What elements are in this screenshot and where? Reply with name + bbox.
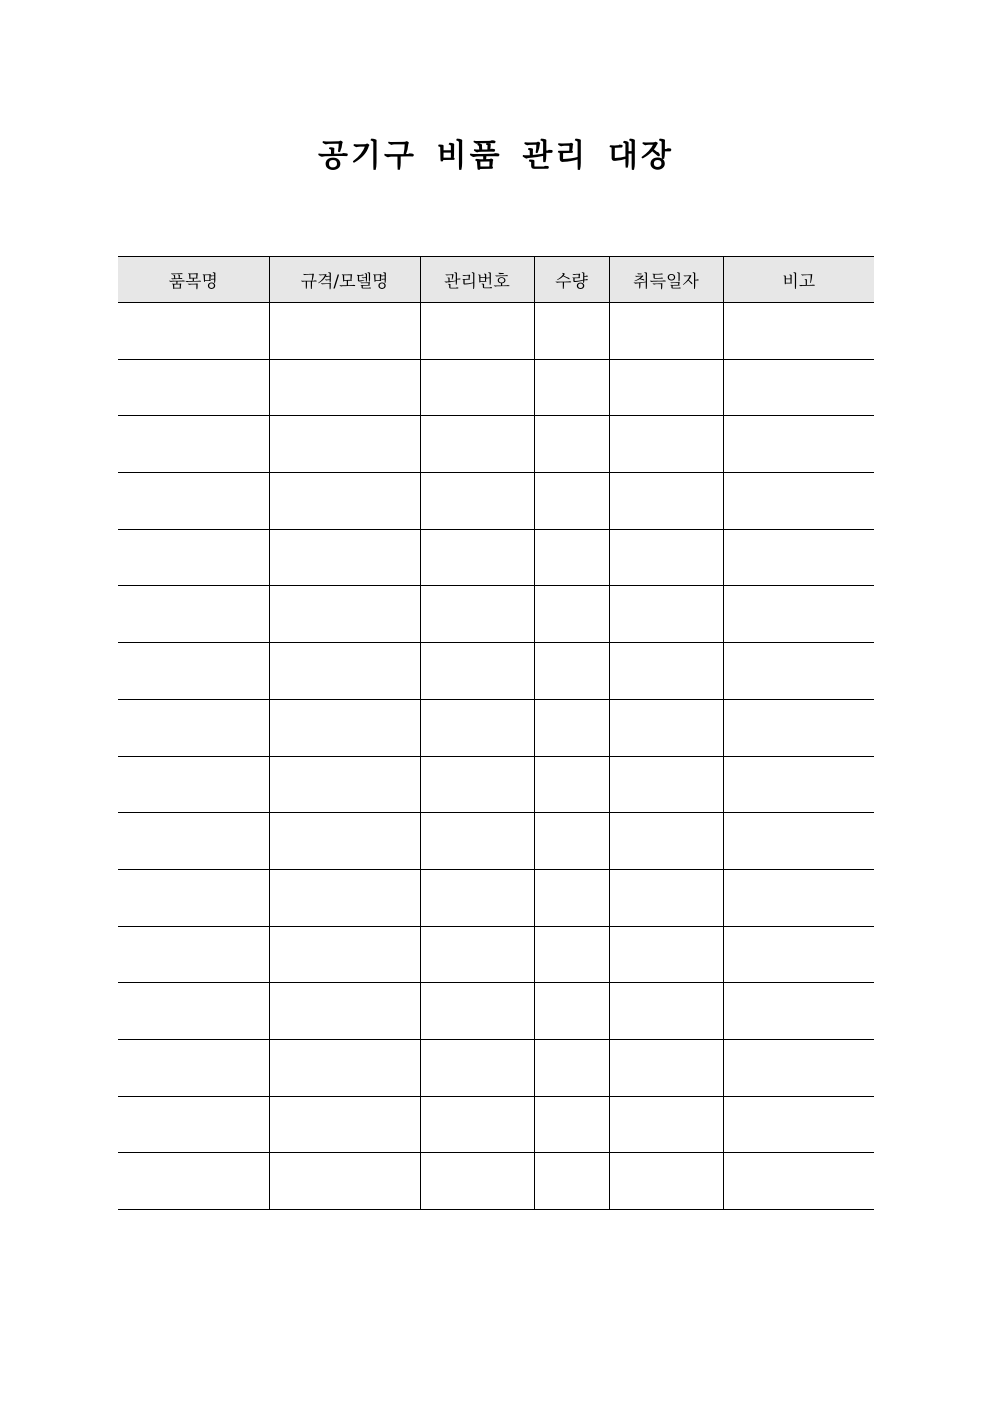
- cell-quantity[interactable]: [534, 359, 609, 416]
- cell-spec-model[interactable]: [269, 416, 420, 473]
- cell-quantity[interactable]: [534, 699, 609, 756]
- cell-remarks[interactable]: [723, 1039, 874, 1096]
- cell-acquisition-date[interactable]: [609, 1039, 723, 1096]
- cell-item-name[interactable]: [118, 756, 269, 813]
- cell-quantity[interactable]: [534, 983, 609, 1040]
- cell-spec-model[interactable]: [269, 303, 420, 360]
- cell-remarks[interactable]: [723, 416, 874, 473]
- table-row: [118, 643, 874, 700]
- cell-management-number[interactable]: [420, 416, 534, 473]
- cell-acquisition-date[interactable]: [609, 416, 723, 473]
- column-header-acquisition-date: 취득일자: [609, 257, 723, 303]
- cell-management-number[interactable]: [420, 1153, 534, 1210]
- cell-acquisition-date[interactable]: [609, 1096, 723, 1153]
- cell-remarks[interactable]: [723, 756, 874, 813]
- table-row: [118, 1039, 874, 1096]
- cell-quantity[interactable]: [534, 1096, 609, 1153]
- table-body: [118, 303, 874, 1210]
- cell-acquisition-date[interactable]: [609, 529, 723, 586]
- cell-quantity[interactable]: [534, 926, 609, 983]
- column-header-item-name: 품목명: [118, 257, 269, 303]
- cell-remarks[interactable]: [723, 359, 874, 416]
- cell-quantity[interactable]: [534, 869, 609, 926]
- cell-quantity[interactable]: [534, 1153, 609, 1210]
- cell-acquisition-date[interactable]: [609, 699, 723, 756]
- cell-item-name[interactable]: [118, 1153, 269, 1210]
- cell-item-name[interactable]: [118, 869, 269, 926]
- cell-management-number[interactable]: [420, 529, 534, 586]
- table-row: [118, 359, 874, 416]
- column-header-management-number: 관리번호: [420, 257, 534, 303]
- cell-management-number[interactable]: [420, 813, 534, 870]
- cell-acquisition-date[interactable]: [609, 983, 723, 1040]
- cell-quantity[interactable]: [534, 1039, 609, 1096]
- cell-spec-model[interactable]: [269, 1096, 420, 1153]
- column-header-remarks: 비고: [723, 257, 874, 303]
- cell-quantity[interactable]: [534, 813, 609, 870]
- cell-spec-model[interactable]: [269, 1153, 420, 1210]
- cell-remarks[interactable]: [723, 1153, 874, 1210]
- cell-item-name[interactable]: [118, 926, 269, 983]
- table-row: [118, 926, 874, 983]
- cell-management-number[interactable]: [420, 869, 534, 926]
- table-row: [118, 1153, 874, 1210]
- cell-item-name[interactable]: [118, 983, 269, 1040]
- table-row: [118, 529, 874, 586]
- cell-item-name[interactable]: [118, 1096, 269, 1153]
- equipment-ledger-table: [118, 256, 874, 1210]
- cell-spec-model[interactable]: [269, 1039, 420, 1096]
- cell-acquisition-date[interactable]: [609, 756, 723, 813]
- cell-acquisition-date[interactable]: [609, 926, 723, 983]
- cell-spec-model[interactable]: [269, 586, 420, 643]
- cell-spec-model[interactable]: [269, 869, 420, 926]
- cell-management-number[interactable]: [420, 359, 534, 416]
- cell-acquisition-date[interactable]: [609, 643, 723, 700]
- cell-spec-model[interactable]: [269, 529, 420, 586]
- cell-remarks[interactable]: [723, 1096, 874, 1153]
- page-title: 공기구 비품 관리 대장: [318, 138, 674, 174]
- cell-item-name[interactable]: [118, 699, 269, 756]
- cell-item-name[interactable]: [118, 359, 269, 416]
- cell-item-name[interactable]: [118, 416, 269, 473]
- cell-item-name[interactable]: [118, 586, 269, 643]
- cell-acquisition-date[interactable]: [609, 1153, 723, 1210]
- cell-management-number[interactable]: [420, 473, 534, 530]
- cell-remarks[interactable]: [723, 586, 874, 643]
- cell-remarks[interactable]: [723, 529, 874, 586]
- cell-management-number[interactable]: [420, 756, 534, 813]
- cell-management-number[interactable]: [420, 699, 534, 756]
- cell-quantity[interactable]: [534, 643, 609, 700]
- cell-item-name[interactable]: [118, 813, 269, 870]
- cell-management-number[interactable]: [420, 643, 534, 700]
- cell-spec-model[interactable]: [269, 359, 420, 416]
- cell-management-number[interactable]: [420, 586, 534, 643]
- cell-item-name[interactable]: [118, 1039, 269, 1096]
- table-row: [118, 813, 874, 870]
- cell-spec-model[interactable]: [269, 983, 420, 1040]
- cell-remarks[interactable]: [723, 303, 874, 360]
- cell-acquisition-date[interactable]: [609, 473, 723, 530]
- cell-quantity[interactable]: [534, 416, 609, 473]
- cell-item-name[interactable]: [118, 473, 269, 530]
- cell-acquisition-date[interactable]: [609, 359, 723, 416]
- column-header-quantity: 수량: [534, 257, 609, 303]
- cell-remarks[interactable]: [723, 699, 874, 756]
- table-row: [118, 473, 874, 530]
- table-row: [118, 1096, 874, 1153]
- cell-acquisition-date[interactable]: [609, 303, 723, 360]
- cell-quantity[interactable]: [534, 529, 609, 586]
- table-row: [118, 586, 874, 643]
- cell-remarks[interactable]: [723, 926, 874, 983]
- cell-remarks[interactable]: [723, 869, 874, 926]
- cell-acquisition-date[interactable]: [609, 869, 723, 926]
- cell-quantity[interactable]: [534, 756, 609, 813]
- cell-remarks[interactable]: [723, 983, 874, 1040]
- cell-spec-model[interactable]: [269, 756, 420, 813]
- cell-remarks[interactable]: [723, 473, 874, 530]
- table-row: [118, 699, 874, 756]
- cell-acquisition-date[interactable]: [609, 586, 723, 643]
- cell-management-number[interactable]: [420, 1096, 534, 1153]
- cell-management-number[interactable]: [420, 1039, 534, 1096]
- cell-acquisition-date[interactable]: [609, 813, 723, 870]
- cell-management-number[interactable]: [420, 926, 534, 983]
- cell-spec-model[interactable]: [269, 813, 420, 870]
- table-header-row: [118, 257, 874, 303]
- cell-item-name[interactable]: [118, 643, 269, 700]
- column-header-spec-model: 규격/모델명: [269, 257, 420, 303]
- cell-remarks[interactable]: [723, 813, 874, 870]
- cell-spec-model[interactable]: [269, 699, 420, 756]
- table-row: [118, 756, 874, 813]
- cell-item-name[interactable]: [118, 303, 269, 360]
- table-row: [118, 983, 874, 1040]
- cell-item-name[interactable]: [118, 529, 269, 586]
- cell-quantity[interactable]: [534, 586, 609, 643]
- cell-spec-model[interactable]: [269, 926, 420, 983]
- cell-quantity[interactable]: [534, 473, 609, 530]
- cell-remarks[interactable]: [723, 643, 874, 700]
- cell-management-number[interactable]: [420, 303, 534, 360]
- cell-spec-model[interactable]: [269, 473, 420, 530]
- table-row: [118, 416, 874, 473]
- cell-management-number[interactable]: [420, 983, 534, 1040]
- table-row: [118, 303, 874, 360]
- table-row: [118, 869, 874, 926]
- cell-spec-model[interactable]: [269, 643, 420, 700]
- cell-quantity[interactable]: [534, 303, 609, 360]
